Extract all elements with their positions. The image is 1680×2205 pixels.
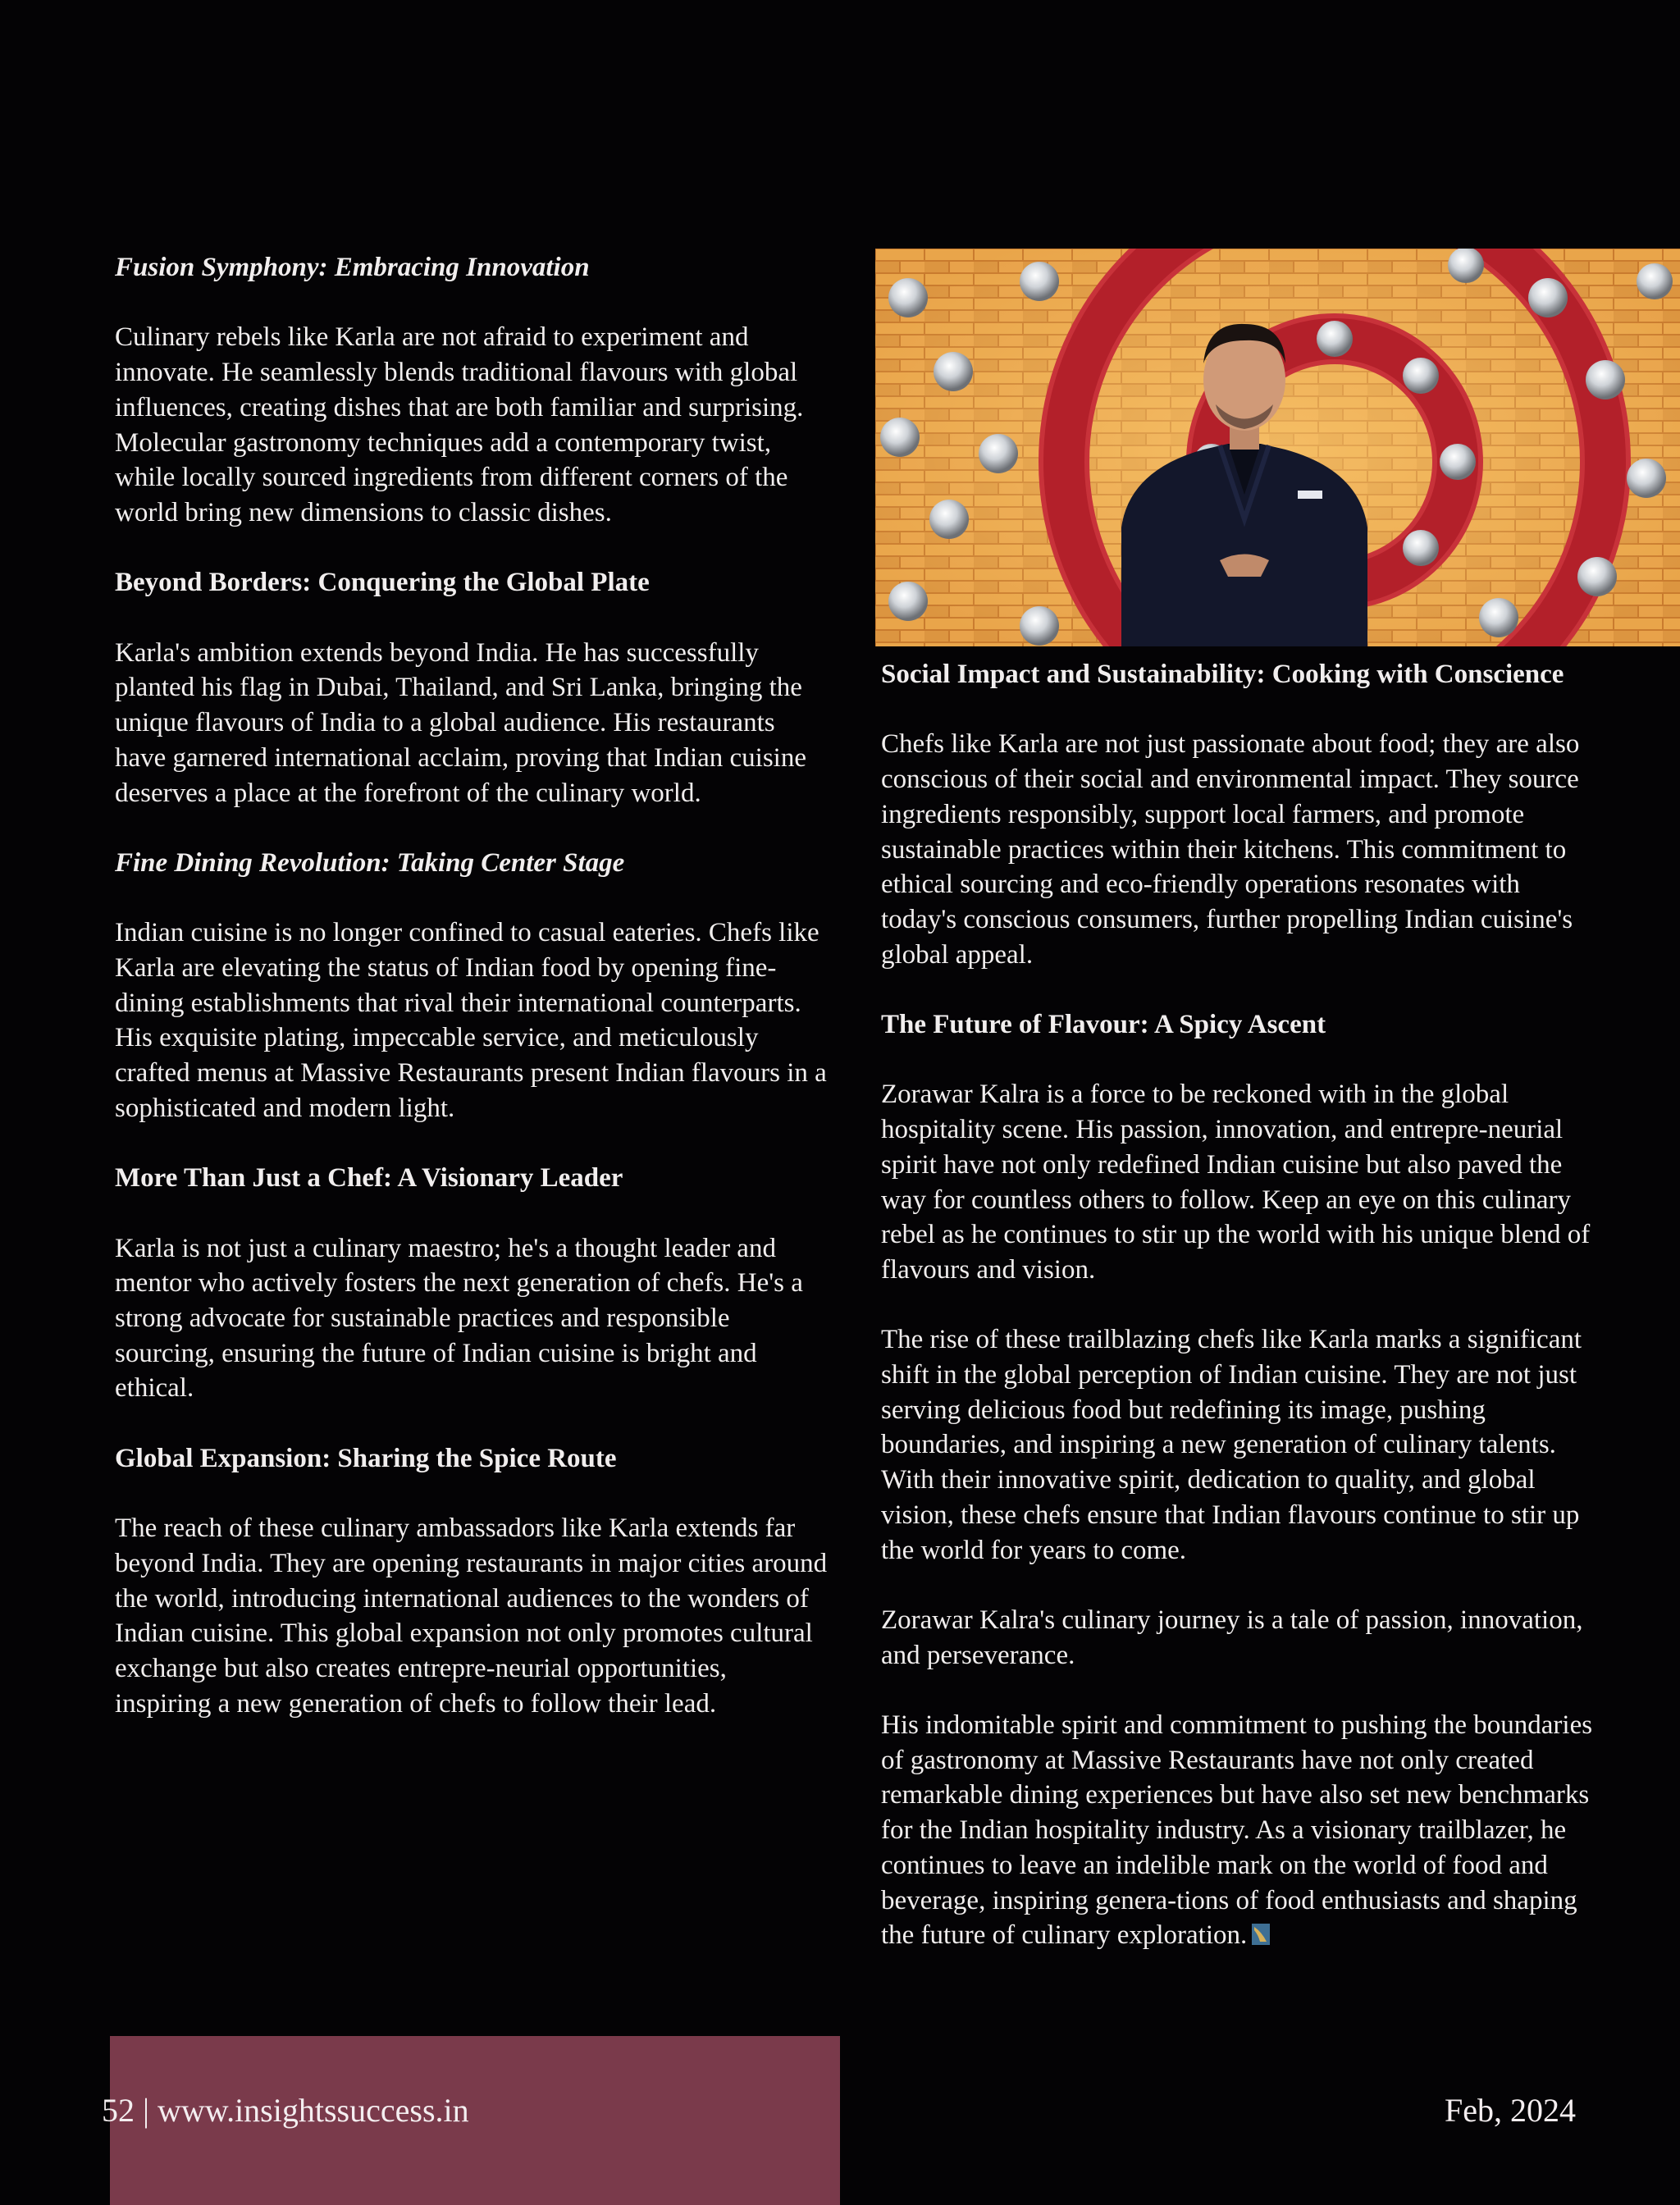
section-heading: The Future of Flavour: A Spicy Ascent bbox=[881, 1010, 1326, 1039]
section-paragraph: Chefs like Karla are not just passionate about food; they are also conscious of their social and environmental impact. They source ingredients responsibly, support local farmers, and promote sustainable practices within their kitchens. This commitment to ethical sourcing and eco-friendly operations resonates with today's conscious consumers, further propelling Indian cuisine's global appeal. bbox=[881, 729, 1580, 970]
section-paragraph: Culinary rebels like Karla are not afraid to experiment and innovate. He seamlessly blends traditional flavours with global influences, creating dishes that are both familiar and surprising. Molecular gastronomy techniques add a contemporary twist, while locally sourced ingredients from different corners of the world bring new dimensions to classic dishes. bbox=[115, 322, 804, 527]
page-number-url: 52 | www.insightssuccess.in bbox=[102, 2092, 469, 2129]
section-heading: Global Expansion: Sharing the Spice Route bbox=[115, 1443, 617, 1473]
section-paragraph: Zorawar Kalra is a force to be reckoned with in the global hospitality scene. His passion, innovation, and entrepre-neurial spirit have not only redefined Indian cuisine but also paved the way for countless others to follow. Keep an eye on this culinary rebel as he continues to stir up the world with his unique blend of flavours and vision. bbox=[881, 1080, 1591, 1285]
closing-paragraph-text: His indomitable spirit and commitment to pushing the boundaries of gastronomy at Massive Restaurants have not only created remarkable dining experiences but have also set new benchmarks for the Indian hospitality industry. As a visionary trailblazer, he continues to leave an indelible mark on the world of food and beverage, inspiring genera-tions of food enthusiasts and shaping the future of culinary exploration. bbox=[881, 1710, 1593, 1951]
issue-date: Feb, 2024 bbox=[1445, 2092, 1576, 2129]
closing-paragraph bbox=[881, 1708, 1595, 1953]
section-heading: Fine Dining Revolution: Taking Center Stage bbox=[115, 847, 625, 878]
end-mark-icon bbox=[1252, 1920, 1270, 1941]
section-paragraph: Karla is not just a culinary maestro; he's a thought leader and mentor who actively fosters the next generation of chefs. He's a strong advocate for sustainable practices and responsible sourcing, ensuring the future of Indian cuisine is bright and ethical. bbox=[115, 1233, 803, 1404]
section-paragraph: Karla's ambition extends beyond India. He has successfully planted his flag in Dubai, Thailand, and Sri Lanka, bringing the unique flavours of India to a global audience. His restaurants have garnered international acclaim, proving that Indian cuisine deserves a place at the forefront of the culinary world. bbox=[115, 637, 806, 808]
section-heading: Fusion Symphony: Embracing Innovation bbox=[115, 253, 590, 282]
chef-photo bbox=[875, 249, 1680, 646]
left-column bbox=[115, 250, 829, 1756]
section-paragraph: The reach of these culinary ambassadors like Karla extends far beyond India. They are opening restaurants in major cities around the world, introducing international audiences to the wonders of Indian cuisine. This global expansion not only promotes cultural exchange but also creates entrepre-neurial opportunities, inspiring a new generation of chefs to follow their lead. bbox=[115, 1513, 828, 1719]
body-paragraph: The rise of these trailblazing chefs like Karla marks a significant shift in the global perception of Indian cuisine. They are not just serving delicious food but redefining its image, pushing boundaries, and inspiring a new generation of culinary talents. With their innovative spirit, dedication to quality, and global vision, these chefs ensure that Indian flavours continue to stir up the world for years to come. bbox=[881, 1325, 1582, 1565]
section-heading: Beyond Borders: Conquering the Global Plate bbox=[115, 568, 650, 598]
section-paragraph: Indian cuisine is no longer confined to casual eateries. Chefs like Karla are elevating the status of Indian food by opening fine-dining establishments that rival their international counterparts. His exquisite plating, impeccable service, and meticulously crafted menus at Massive Restaurants present Indian flavours in a sophisticated and modern light. bbox=[115, 918, 827, 1123]
right-column bbox=[881, 657, 1595, 1988]
section-heading: More Than Just a Chef: A Visionary Leader bbox=[115, 1163, 623, 1194]
body-paragraph: Zorawar Kalra's culinary journey is a tale of passion, innovation, and perseverance. bbox=[881, 1605, 1583, 1670]
section-heading: Social Impact and Sustainability: Cooking with Conscience bbox=[881, 660, 1564, 689]
